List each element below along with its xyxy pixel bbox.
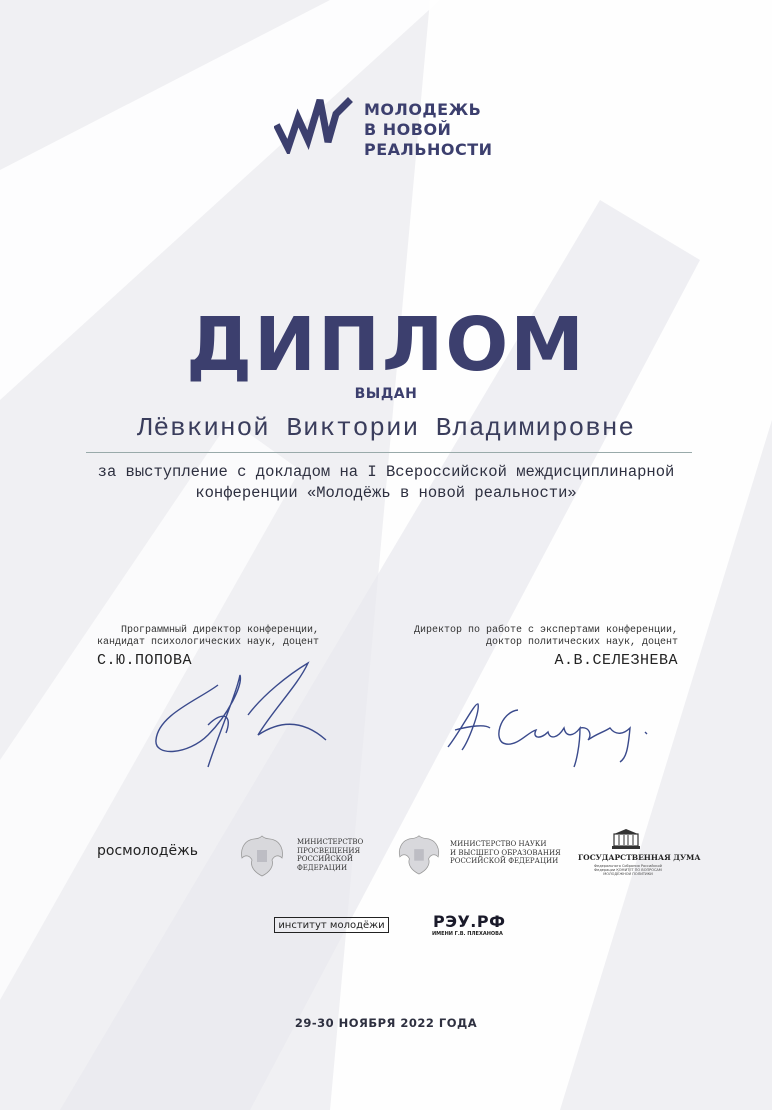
left-signer-name: С.Ю.ПОПОВА xyxy=(97,652,193,669)
name-underline xyxy=(86,452,692,453)
reu-logo: РЭУ.РФ xyxy=(433,912,506,931)
logo-line-1: МОЛОДЕЖЬ xyxy=(364,100,482,119)
conference-date: 29-30 НОЯБРЯ 2022 ГОДА xyxy=(294,1016,478,1030)
minobr-line-1: МИНИСТЕРСТВО НАУКИ xyxy=(450,840,547,848)
rosmolodezh-logo: росмолодёжь xyxy=(97,843,198,859)
minobr-line-3: РОССИЙСКОЙ ФЕДЕРАЦИИ xyxy=(450,857,559,865)
award-reason xyxy=(40,462,732,504)
minpros-line-1: МИНИСТЕРСТВО xyxy=(297,838,364,846)
left-signature xyxy=(148,655,328,770)
minobr-line-2: И ВЫСШЕГО ОБРАЗОВАНИЯ xyxy=(450,848,561,857)
duma-building-icon xyxy=(611,828,641,850)
reason-line-1: за выступление с докладом на I Всероссийской междисциплинарной xyxy=(97,463,675,481)
minpros-line-2: ПРОСВЕЩЕНИЯ xyxy=(297,846,361,855)
left-role-line-2: кандидат психологических наук, доцент xyxy=(97,637,320,648)
logo-line-2: В НОВОЙ xyxy=(364,120,452,139)
reu-subtitle: ИМЕНИ Г.В. ПЛЕХАНОВА xyxy=(432,931,503,937)
zigzag-logo-icon xyxy=(274,92,354,154)
left-signer-role xyxy=(97,625,319,649)
double-eagle-emblem-icon xyxy=(394,830,444,876)
recipient-name: Лёвкиной Виктории Владимировне xyxy=(136,413,636,443)
reason-line-2: конференции «Молодёжь в новой реальности» xyxy=(195,484,577,502)
youth-institute-logo: институт молодёжи xyxy=(274,917,389,933)
right-role-line-1: Директор по работе с экспертами конференции, xyxy=(413,625,678,636)
ministry-science-text xyxy=(450,840,561,866)
ministry-education-text xyxy=(297,838,363,872)
state-duma-name: ГОСУДАРСТВЕННАЯ ДУМА xyxy=(578,853,701,862)
double-eagle-emblem-icon xyxy=(236,830,288,878)
conference-logo-text xyxy=(364,100,493,160)
right-signer-role xyxy=(414,625,678,649)
right-role-line-2: доктор политических наук, доцент xyxy=(485,637,678,648)
right-signer-name: А.В.СЕЛЕЗНЕВА xyxy=(554,652,678,669)
state-duma-subtitle: Федерального Собрания Российской Федерации КОМИТЕТ ПО ВОПРОСАМ МОЛОДЁЖНОЙ ПОЛИТИКИ xyxy=(594,864,662,876)
issued-label: ВЫДАН xyxy=(354,386,418,402)
left-role-line-1: Программный директор конференции, xyxy=(121,625,320,636)
minpros-line-3: РОССИЙСКОЙ xyxy=(297,855,353,863)
minpros-line-4: ФЕДЕРАЦИИ xyxy=(297,863,348,872)
diploma-title: ДИПЛОМ xyxy=(186,302,586,388)
right-signature xyxy=(440,692,655,772)
logo-line-3: РЕАЛЬНОСТИ xyxy=(364,140,493,159)
